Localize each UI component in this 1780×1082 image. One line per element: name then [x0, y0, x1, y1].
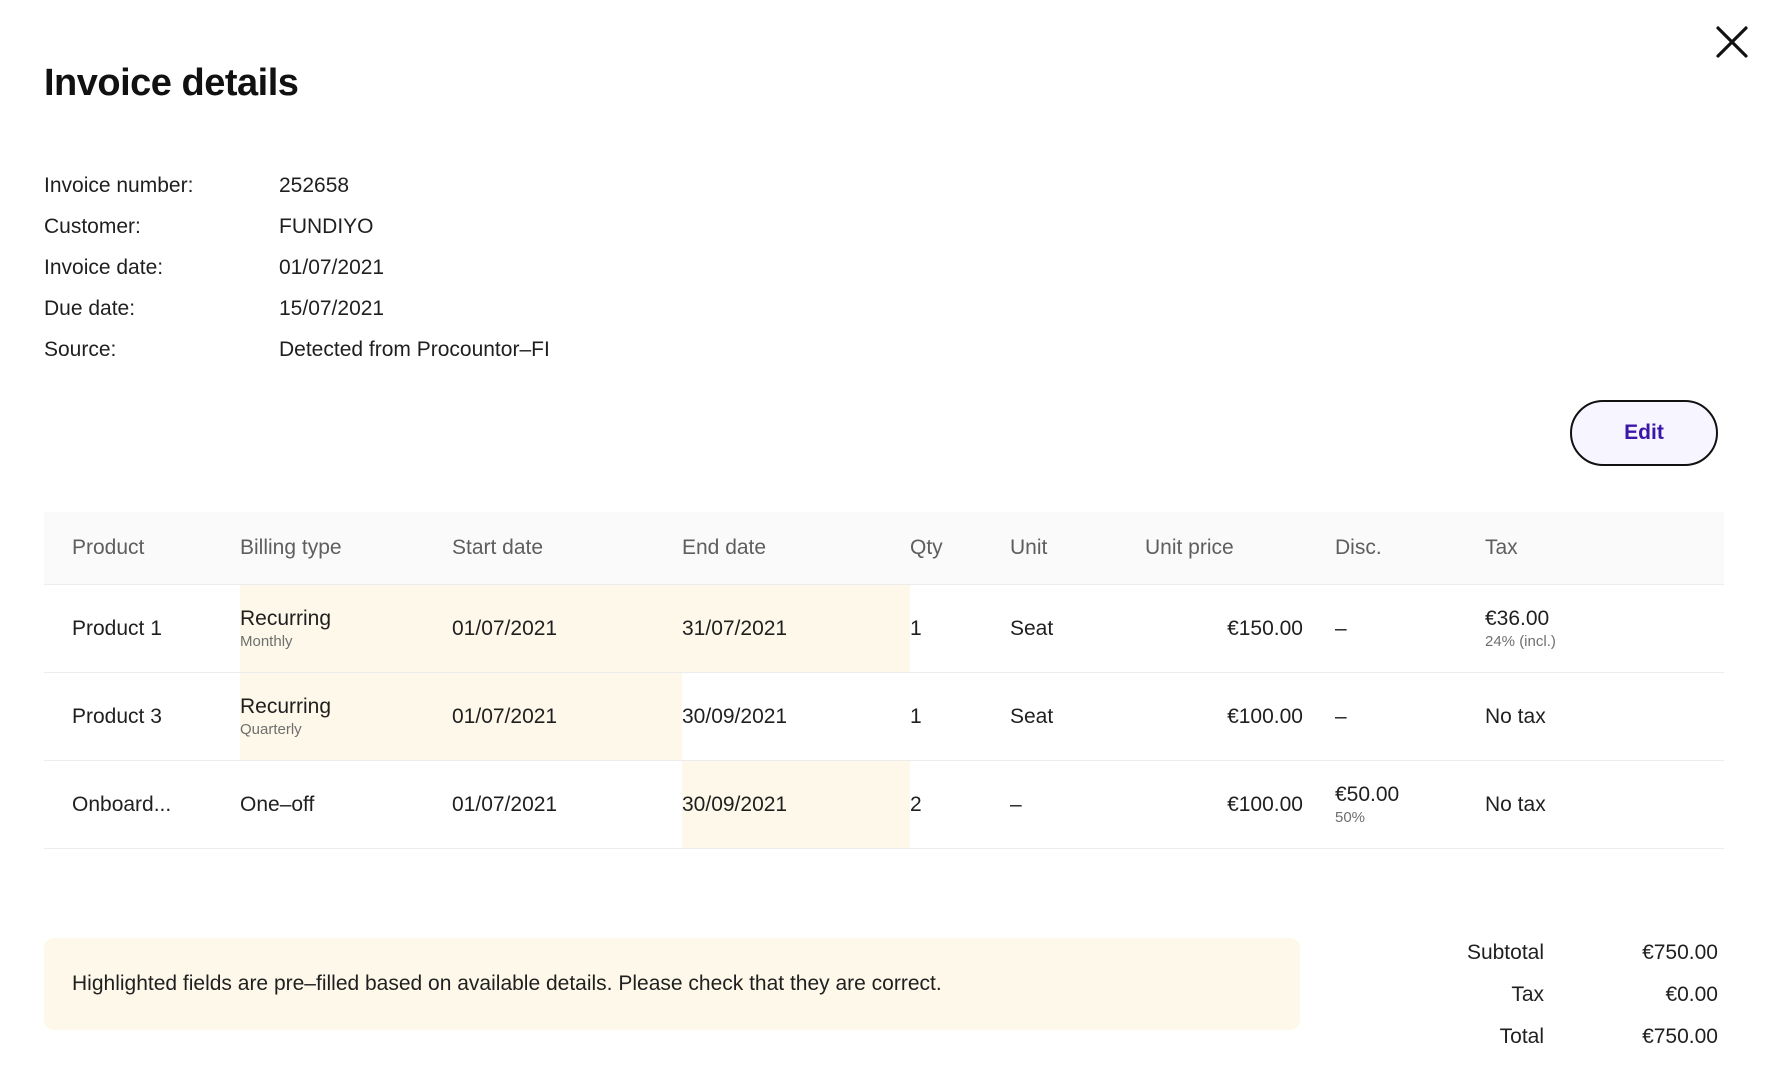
- billing-type-value: Recurring: [240, 607, 332, 630]
- cell-product: Product 3: [44, 673, 240, 761]
- cell-qty: 1: [910, 585, 1010, 673]
- totals-value: €750.00: [1642, 1025, 1718, 1048]
- prefill-notice: [44, 938, 1300, 1030]
- totals-label: Total: [1499, 1025, 1544, 1048]
- column-header-disc: Disc.: [1335, 512, 1485, 585]
- column-header-unit: Unit: [1010, 512, 1145, 585]
- meta-value: 252658: [279, 174, 350, 197]
- meta-row-due-date: [44, 288, 550, 329]
- close-button[interactable]: [1708, 18, 1756, 66]
- cell-unit: Seat: [1010, 673, 1145, 761]
- table-row[interactable]: [44, 585, 1724, 673]
- cell-product: Onboard...: [44, 761, 240, 849]
- disc-sub: 50%: [1335, 809, 1366, 826]
- cell-start-date[interactable]: 01/07/2021: [452, 585, 682, 673]
- cell-unit-price: €150.00: [1145, 585, 1335, 673]
- totals-row-total: [1408, 1016, 1718, 1058]
- cell-unit-price: €100.00: [1145, 673, 1335, 761]
- billing-type-value: Recurring: [240, 695, 332, 718]
- cell-qty: 1: [910, 673, 1010, 761]
- cell-billing-type[interactable]: [240, 585, 452, 673]
- table-row[interactable]: [44, 761, 1724, 849]
- cell-disc: –: [1335, 585, 1485, 673]
- totals-value: €750.00: [1642, 941, 1718, 964]
- close-icon: [1715, 25, 1749, 59]
- column-header-unit-price: Unit price: [1145, 512, 1335, 585]
- cell-unit: Seat: [1010, 585, 1145, 673]
- totals-label: Tax: [1511, 983, 1544, 1006]
- prefill-notice-text: Highlighted fields are pre–filled based on available details. Please check that they are correct.: [72, 972, 942, 995]
- table-row[interactable]: [44, 673, 1724, 761]
- meta-label: Source:: [44, 338, 117, 361]
- disc-value: €50.00: [1335, 783, 1400, 806]
- meta-row-invoice-date: [44, 247, 550, 288]
- cell-end-date[interactable]: 30/09/2021: [682, 761, 910, 849]
- cell-start-date[interactable]: 01/07/2021: [452, 761, 682, 849]
- edit-button[interactable]: Edit: [1570, 400, 1718, 466]
- column-header-product: Product: [44, 512, 240, 585]
- meta-value: Detected from Procountor–FI: [279, 338, 550, 361]
- meta-label: Customer:: [44, 215, 141, 238]
- cell-disc: [1335, 761, 1485, 849]
- cell-unit-price: €100.00: [1145, 761, 1335, 849]
- totals-panel: [1408, 932, 1718, 1058]
- cell-unit: –: [1010, 761, 1145, 849]
- cell-end-date[interactable]: 31/07/2021: [682, 585, 910, 673]
- totals-row-tax: [1408, 974, 1718, 1016]
- meta-label: Invoice date:: [44, 256, 164, 279]
- cell-tax: [1485, 585, 1724, 673]
- page-title: Invoice details: [44, 62, 299, 104]
- meta-row-customer: [44, 206, 550, 247]
- meta-value: 15/07/2021: [279, 297, 385, 320]
- meta-row-source: [44, 329, 550, 370]
- cell-qty: 2: [910, 761, 1010, 849]
- column-header-tax: Tax: [1485, 512, 1724, 585]
- column-header-end-date: End date: [682, 512, 910, 585]
- cell-product: Product 1: [44, 585, 240, 673]
- cell-end-date[interactable]: 30/09/2021: [682, 673, 910, 761]
- totals-value: €0.00: [1665, 983, 1718, 1006]
- cell-tax: No tax: [1485, 761, 1724, 849]
- column-header-qty: Qty: [910, 512, 1010, 585]
- meta-value: 01/07/2021: [279, 256, 385, 279]
- billing-type-sub: Monthly: [240, 633, 293, 650]
- cell-tax: No tax: [1485, 673, 1724, 761]
- line-items-table: [44, 512, 1724, 849]
- meta-value: FUNDIYO: [279, 215, 374, 238]
- tax-sub: 24% (incl.): [1485, 633, 1556, 650]
- cell-billing-type[interactable]: One–off: [240, 761, 452, 849]
- cell-billing-type[interactable]: [240, 673, 452, 761]
- meta-label: Due date:: [44, 297, 136, 320]
- column-header-billing-type: Billing type: [240, 512, 452, 585]
- table-header-row: [44, 512, 1724, 585]
- totals-label: Subtotal: [1466, 941, 1544, 964]
- meta-row-invoice-number: [44, 165, 550, 206]
- totals-row-subtotal: [1408, 932, 1718, 974]
- cell-start-date[interactable]: 01/07/2021: [452, 673, 682, 761]
- cell-disc: –: [1335, 673, 1485, 761]
- column-header-start-date: Start date: [452, 512, 682, 585]
- invoice-meta-list: [44, 165, 550, 370]
- tax-value: €36.00: [1485, 607, 1550, 630]
- billing-type-sub: Quarterly: [240, 721, 302, 738]
- meta-label: Invoice number:: [44, 174, 194, 197]
